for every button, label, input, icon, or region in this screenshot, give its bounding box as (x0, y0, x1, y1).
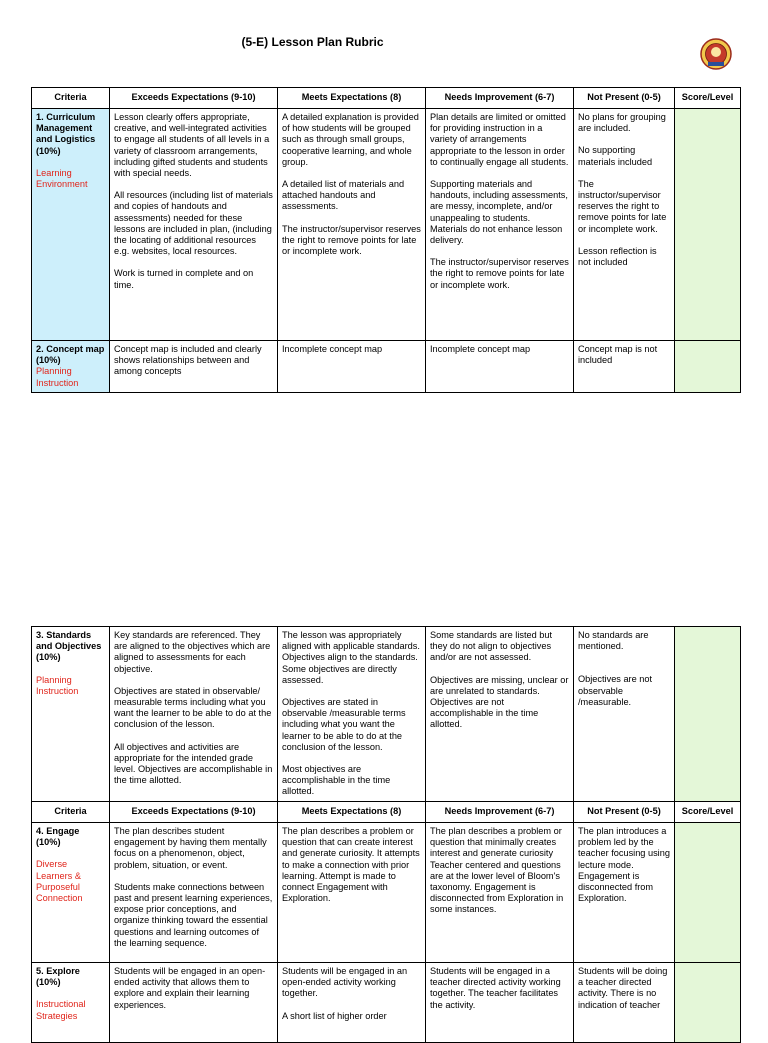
cell-text: The instructor/supervisor reserves the right to remove points for late or incomplete work. (430, 257, 569, 290)
not-present-cell (574, 341, 675, 393)
cell-text: The plan describes student engagement by having them mentally focus on a phenomenon, object, problem, situation, or event. (114, 826, 267, 870)
cell-text: Some standards are listed but they do not align to objectives and/or are not assessed. (430, 630, 553, 663)
header-criteria: Criteria (32, 88, 110, 109)
cell-text: Lesson clearly offers appropriate, creative, and well-integrated activities to engage all students of all levels in a variety of classroom arrangements, including gifted students and students with special needs. (114, 112, 270, 179)
meets-cell (278, 963, 426, 1043)
not-present-cell (574, 823, 675, 963)
needs-cell (426, 823, 574, 963)
header-meets: Meets Expectations (8) (278, 88, 426, 109)
criterion-tag: Planning Instruction (36, 674, 79, 696)
header-needs: Needs Improvement (6-7) (426, 88, 574, 109)
header-exceeds: Exceeds Expectations (9-10) (110, 88, 278, 109)
cell-text: Plan details are limited or omitted for providing instruction in a variety of arrangements appropriate to the lesson in order to continually engage all students. (430, 112, 569, 167)
exceeds-cell (110, 109, 278, 341)
table-row (32, 963, 741, 1043)
cell-text: A detailed explanation is provided of how students will be grouped such as through small groups, cooperative learning, and whole group. (282, 112, 419, 167)
cell-text: Students will be engaged in a teacher directed activity working together. The teacher facilitates the activity. (430, 966, 561, 1010)
cell-text: Students will be engaged in an open-ended activity that allows them to explore and explain their learning experiences. (114, 966, 266, 1010)
criterion-cell (32, 627, 110, 802)
criterion-name: 3. Standards and Objectives (10%) (36, 630, 102, 663)
score-cell[interactable] (675, 963, 741, 1043)
cell-text: Students make connections between past and present learning experiences, expose prior conceptions, and organize thinking toward the essential questions and learning outcomes of the learning sequence. (114, 881, 273, 948)
needs-cell (426, 963, 574, 1043)
criterion-tag: Planning Instruction (36, 366, 79, 388)
exceeds-cell (110, 823, 278, 963)
exceeds-cell (110, 341, 278, 393)
criterion-cell (32, 823, 110, 963)
cell-text: Objectives are not observable /measurable. (578, 674, 653, 707)
cell-text: Objectives are stated in observable /measurable terms including what you want the learner to be able to do at the conclusion of the lesson. (282, 697, 406, 752)
cell-text: Students will be doing a teacher directed activity. There is no indication of teacher (578, 966, 668, 1010)
cell-text: Work is turned in complete and on time. (114, 268, 254, 290)
criterion-name: 1. Curriculum Management and Logistics (10%) (36, 112, 96, 156)
criterion-tag: Learning Environment (36, 167, 88, 190)
meets-cell (278, 627, 426, 802)
meets-cell (278, 341, 426, 393)
criterion-name: 2. Concept map (10%) (36, 344, 105, 366)
header-score: Score/Level (675, 802, 741, 823)
cell-text: The instructor/supervisor reserves the right to remove points for late or incomplete work. (578, 178, 667, 234)
cell-text: A detailed list of materials and attached handouts and assessments. (282, 179, 405, 212)
header-needs: Needs Improvement (6-7) (426, 802, 574, 823)
cell-text: Concept map is included and clearly shows relationships between and among concepts (114, 344, 262, 377)
exceeds-cell (110, 963, 278, 1043)
rubric-table-page-1 (31, 87, 741, 393)
cell-text: No plans for grouping are included. (578, 112, 666, 134)
cell-text: All resources (including list of materials and copies of handouts and assessments) needed for these lessons are included in plan, (including the locating of additional resources e.g. websites, local resources. (114, 190, 273, 257)
header-score: Score/Level (675, 88, 741, 109)
score-cell[interactable] (675, 627, 741, 802)
cell-text: Objectives are stated in observable/ measurable terms including what you want the learner to be able to do at the conclusion of the lesson. (114, 685, 272, 730)
criterion-name: 4. Engage (10%) (36, 826, 80, 848)
cell-text: No standards are mentioned. (578, 630, 649, 652)
needs-cell (426, 341, 574, 393)
header-row (32, 802, 741, 823)
cell-text: All objectives and activities are appropriate for the intended grade level. Objectives are accomplishable in the time allotted. (114, 741, 273, 786)
criterion-tag: Diverse Learners & Purposeful Connection (36, 859, 83, 904)
page-title: (5-E) Lesson Plan Rubric (241, 35, 384, 49)
cell-text: Supporting materials and handouts, including assessments, are messy, incomplete, and/or unappealing to students. Materials do not enhance lesson delivery. (430, 179, 568, 246)
criterion-cell (32, 341, 110, 393)
exceeds-cell (110, 627, 278, 802)
meets-cell (278, 109, 426, 341)
header-exceeds: Exceeds Expectations (9-10) (110, 802, 278, 823)
table-row (32, 627, 741, 802)
header-meets: Meets Expectations (8) (278, 802, 426, 823)
header-not-present: Not Present (0-5) (574, 802, 675, 823)
table-row (32, 823, 741, 963)
cell-text: Key standards are referenced. They are aligned to the objectives which are aligned to assessments for each objective. (114, 630, 271, 674)
cell-text: Concept map is not included (578, 344, 658, 366)
cell-text: Incomplete concept map (282, 344, 383, 354)
header-not-present: Not Present (0-5) (574, 88, 675, 109)
meets-cell (278, 823, 426, 963)
cell-text: Objectives are missing, unclear or are unrelated to standards. Objectives are not accomplishable in the time allotted. (430, 674, 569, 730)
header-row (32, 88, 741, 109)
table-row (32, 109, 741, 341)
cell-text: The lesson was appropriately aligned with applicable standards. Objectives align to the standards. Some objectives are directly assessed. (282, 630, 420, 685)
cell-text: Students will be engaged in an open-ended activity working together. (282, 966, 408, 999)
cell-text: Most objectives are accomplishable in the time allotted. (282, 764, 391, 797)
cell-text: The instructor/supervisor reserves the right to remove points for late or incomplete work. (282, 223, 421, 257)
cell-text: Incomplete concept map (430, 344, 531, 354)
score-cell[interactable] (675, 341, 741, 393)
cell-text: The plan describes a problem or question that minimally creates interest and generate curiosity Teacher centered and questions are at the lower level of Bloom's taxonomy. Engagement is disconnected from Exploration in some instances. (430, 826, 564, 915)
rubric-table-page-2 (31, 626, 741, 1043)
criterion-tag: Instructional Strategies (36, 999, 86, 1021)
not-present-cell (574, 109, 675, 341)
not-present-cell (574, 627, 675, 802)
cell-text: Lesson reflection is not included (578, 245, 657, 268)
header-criteria: Criteria (32, 802, 110, 823)
cell-text: A short list of higher order (282, 1010, 387, 1021)
table-row (32, 341, 741, 393)
cell-text: No supporting materials included (578, 145, 653, 167)
needs-cell (426, 627, 574, 802)
criterion-cell (32, 963, 110, 1043)
cell-text: The plan describes a problem or question that can create interest and generate curiosity. It attempts to make a connection with prior learning. Attempt is made to connect Engagement with Exploration. (282, 826, 420, 904)
cell-text: The plan introduces a problem led by the teacher focusing using lecture mode. Engagement is disconnected from Exploration. (578, 826, 670, 904)
criterion-name: 5. Explore (10%) (36, 966, 80, 988)
score-cell[interactable] (675, 109, 741, 341)
not-present-cell (574, 963, 675, 1043)
score-cell[interactable] (675, 823, 741, 963)
school-seal-logo (700, 38, 732, 70)
criterion-cell (32, 109, 110, 341)
needs-cell (426, 109, 574, 341)
